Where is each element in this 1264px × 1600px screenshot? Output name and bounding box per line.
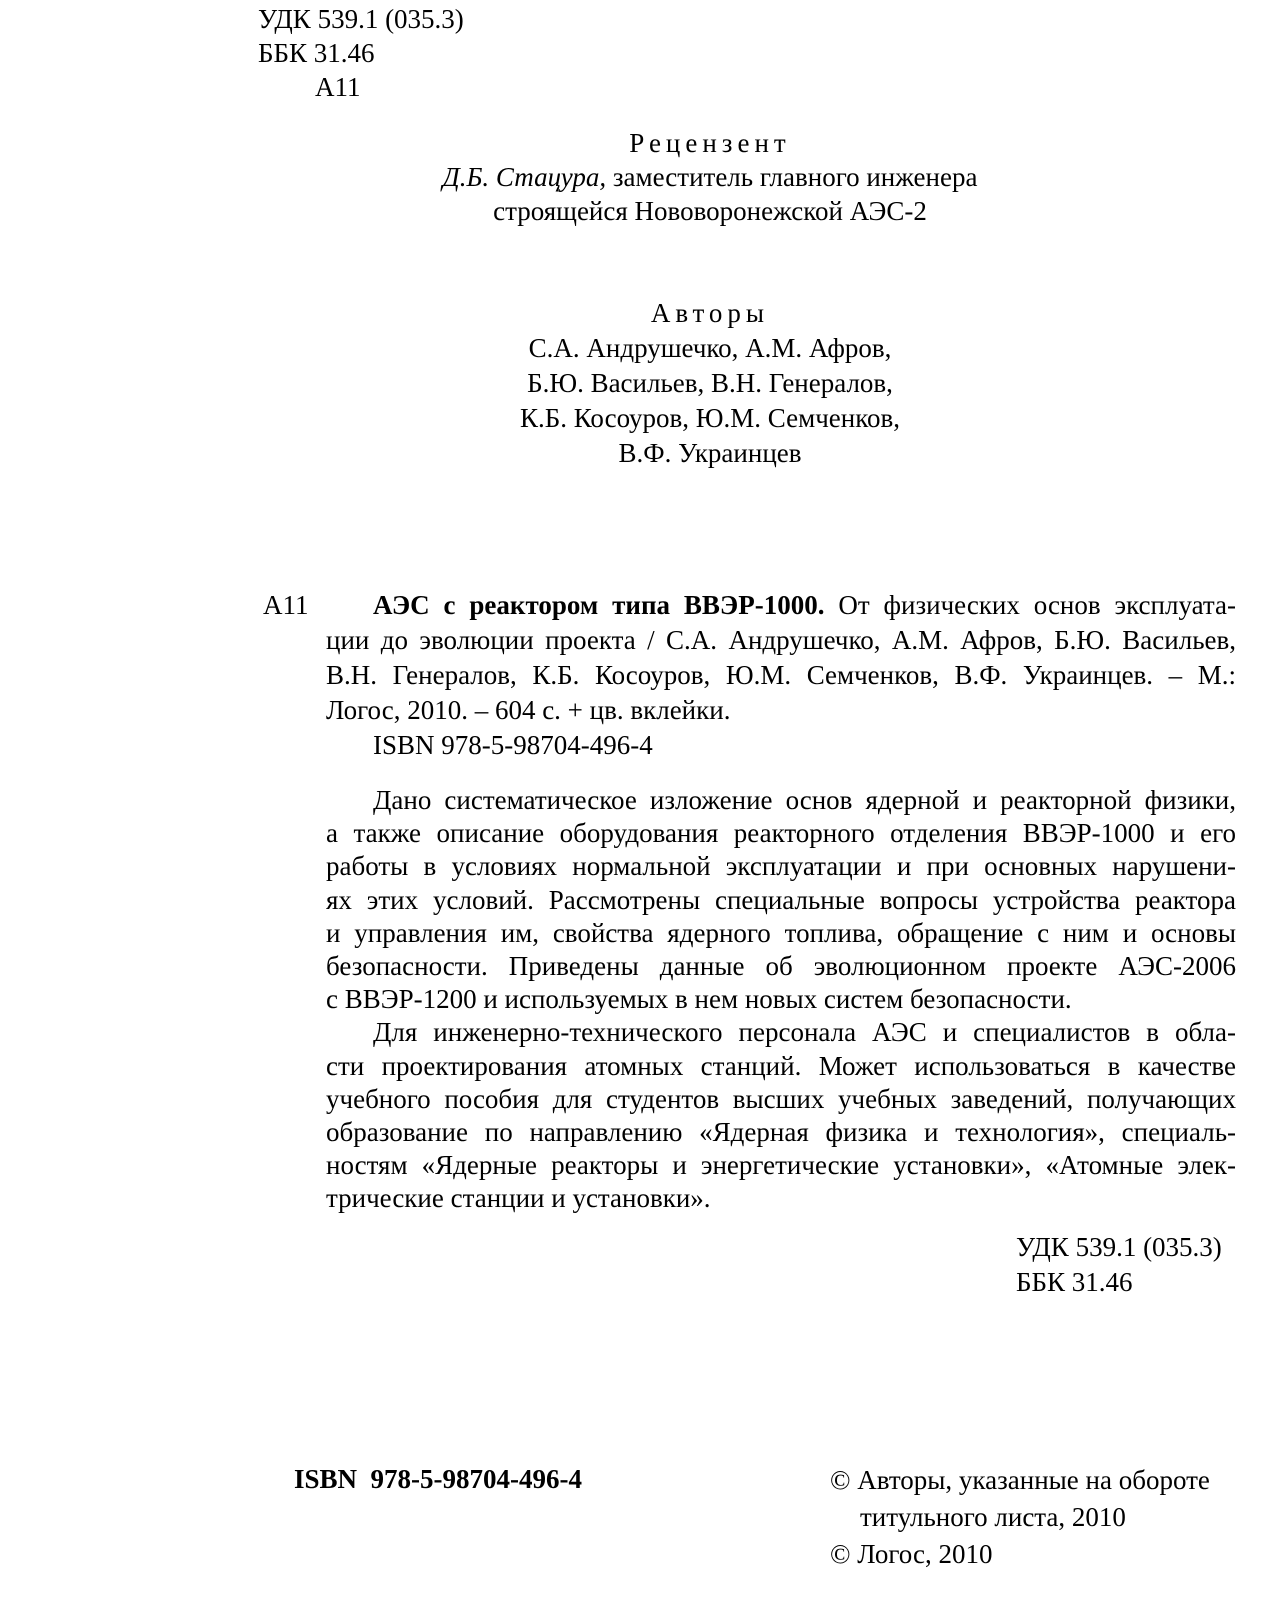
bbk-code: ББК 31.46 [1016,1267,1133,1297]
catalog-isbn: ISBN 978-5-98704-496-4 [373,730,653,760]
authors-line: К.Б. Косоуров, Ю.М. Семченков, [520,403,900,433]
footer-isbn: ISBN 978-5-98704-496-4 [294,1464,582,1494]
udk-code: УДК 539.1 (035.3) [1016,1232,1222,1262]
annotation-line: ях этих условий. Рассмотрены специальные вопросы устройства реактора [326,884,1236,915]
annotation-line: Дано систематическое изложение основ ядерной и реакторной физики, [373,785,1236,815]
copyright-publisher: © Логос, 2010 [830,1539,993,1569]
annotation-line: сти проектирования атомных станций. Может использоваться в качестве [326,1050,1236,1081]
reviewer-position: заместитель главного инженера [606,162,978,192]
annotation-line: ностям «Ядерные реакторы и энергетические установки», «Атомные элек- [326,1150,1236,1181]
authors-block [440,296,980,471]
bbk-code: ББК 31.46 [258,38,375,68]
annotation-line: и управления им, свойства ядерного топлива, обращение с ним и основы [326,917,1236,948]
catalog-line-1 [326,588,1236,623]
catalog-mark: А11 [263,590,309,620]
reviewer-name: Д.Б. Стацура, [442,162,607,192]
catalog-line: В.Н. Генералов, К.Б. Косоуров, Ю.М. Семченков, В.Ф. Украинцев. – М.: [326,660,1236,690]
udk-code: УДК 539.1 (035.3) [258,4,464,34]
annotation-line: а также описание оборудования реакторного отделения ВВЭР-1000 и его [326,818,1236,849]
reviewer-heading: Рецензент [629,128,791,158]
header-codes [258,2,464,104]
catalog-line: ции до эволюции проекта / С.А. Андрушечко, А.М. Афров, Б.Ю. Васильев, [326,625,1236,655]
annotation-line: Для инженерно-технического персонала АЭС и специалистов в обла- [373,1017,1236,1048]
reviewer-line-1 [400,160,1020,194]
book-subtitle: От физических основ эксплуата- [824,590,1236,620]
author-mark: А11 [315,72,361,102]
annotation-line: трические станции и установки». [326,1183,711,1214]
copyright-block [830,1462,1210,1573]
copyright-authors-cont: титульного листа, 2010 [860,1502,1126,1532]
authors-line: С.А. Андрушечко, А.М. Афров, [528,333,892,363]
annotation [326,784,1236,1216]
annotation-line: образование по направлению «Ядерная физика и технология», специаль- [326,1117,1236,1148]
authors-line: В.Ф. Украинцев [618,438,802,468]
reviewer-line-2: строящейся Нововоронежской АЭС-2 [493,196,927,226]
annotation-line: с ВВЭР-1200 и используемых в нем новых систем безопасности. [326,984,1072,1015]
catalog-line: Логос, 2010. – 604 с. + цв. вклейки. [326,695,731,725]
annotation-line: учебного пособия для студентов высших учебных заведений, получающих [326,1083,1236,1114]
reviewer-block [400,126,1020,228]
catalog-record [326,588,1236,763]
annotation-line: работы в условиях нормальной эксплуатации и при основных нарушени- [326,851,1236,882]
footer-codes [1016,1230,1222,1300]
authors-line: Б.Ю. Васильев, В.Н. Генералов, [527,368,893,398]
annotation-line: безопасности. Приведены данные об эволюционном проекте АЭС-2006 [326,951,1236,982]
copyright-authors: © Авторы, указанные на обороте [830,1465,1210,1495]
book-title: АЭС с реактором типа ВВЭР-1000. [373,590,825,620]
authors-heading: Авторы [650,298,770,328]
